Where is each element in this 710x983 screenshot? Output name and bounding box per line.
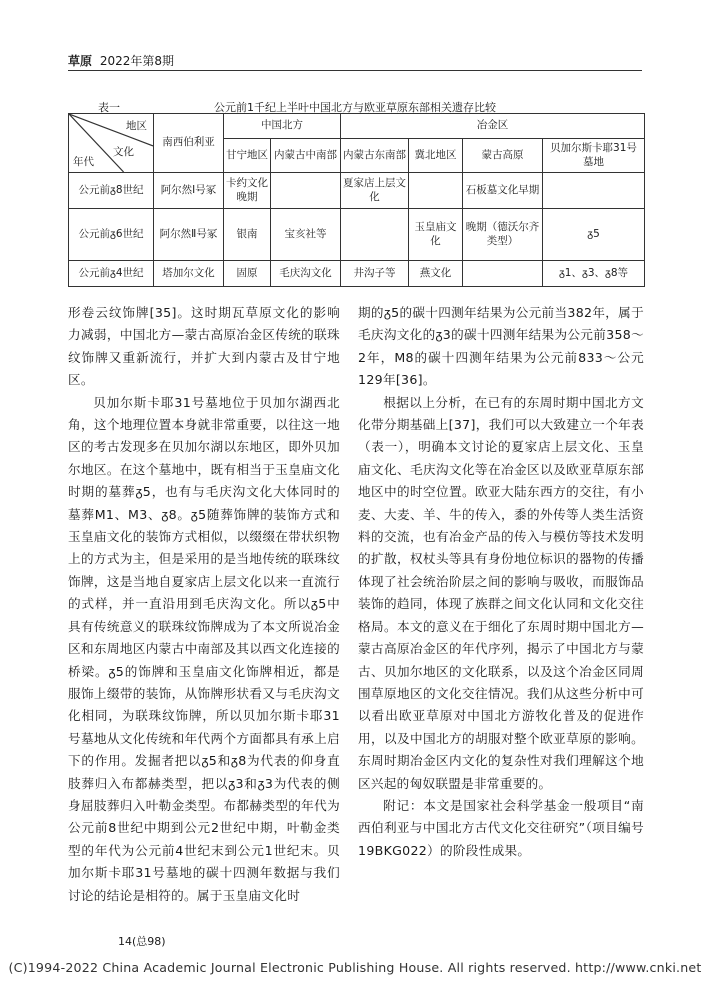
table-cell: 银南	[224, 209, 271, 261]
table-row	[69, 173, 645, 209]
row-era: 公元前ᵹ6世纪	[69, 209, 154, 261]
acknowledgement: 附记：本文是国家社会科学基金一般项目“南西伯利亚与中国北方古代文化交往研究”（项目编号19BKG022）的阶段性成果。	[358, 797, 644, 858]
table-cell: 夏家店上层文化	[341, 173, 409, 209]
table-corner-cell	[69, 114, 154, 173]
table-cell: 毛庆沟文化	[271, 261, 341, 287]
table-cell	[271, 173, 341, 209]
left-text-column	[68, 302, 340, 907]
sub-jibei: 冀北地区	[409, 139, 463, 173]
issue-label: 2022年第8期	[99, 54, 175, 68]
header-rule	[68, 70, 642, 71]
table-label: 表一	[98, 101, 120, 114]
table-cell: 阿尔然Ⅰ号冢	[154, 173, 224, 209]
table-row	[69, 209, 645, 261]
sub-inner-east: 内蒙古东南部	[341, 139, 409, 173]
paragraph: 根据以上分析，在已有的东周时期中国北方文化带分期基础上[37]，我们可以大致建立一个年表（表一），明确本文讨论的夏家店上层文化、玉皇庙文化、毛庆沟文化等在冶金区以及欧亚草原东部地区中的时空位置。欧亚大陆东西方的交往，有小麦、大麦、羊、牛的传入，黍的外传等人类生活资料的交流，也有冶金产品的传入与模仿等技术发明的扩散，权杖头等具有身份地位标识的器物的传播体现了社会统治阶层之间的影响与吸收，而服饰品装饰的趋同，体现了族群之间文化认同和文化交往格局。本文的意义在于细化了东周时期中国北方—蒙古高原冶金区的年代序列，揭示了中国北方与蒙古、贝加尔地区的文化联系，以及这个冶金区同周围草原地区的文化交往情况。我们从这些分析中可以看出欧亚草原对中国北方游牧化普及的促进作用，以及中国北方的胡服对整个欧亚草原的影响。东周时期冶金区内文化的复杂性对我们理解这个地区兴起的匈奴联盟是非常重要的。	[358, 394, 644, 791]
group-metallurgy: 冶金区	[341, 114, 645, 139]
table-cell: 玉皇庙文化	[409, 209, 463, 261]
table-row	[69, 261, 645, 287]
paragraph: 贝加尔斯卡耶31号墓地位于贝加尔湖西北角，这个地理位置本身就非常重要，以往这一地区的考古发现多在贝加尔湖以东地区，即外贝加尔地区。在这个墓地中，既有相当于玉皇庙文化时期的墓葬ᵹ5，也有与毛庆沟文化大体同时的墓葬M1、M3、ᵹ8。ᵹ5随葬饰牌的装饰方式和玉皇庙文化的装饰方式相似，以缀缀在带状织物上的方式为主，但是采用的是当地传统的联珠纹饰牌，这是当地自夏家店上层文化以来一直流行的式样，并一直沿用到毛庆沟文化。所以ᵹ5中具有传统意义的联珠纹饰牌成为了本文所说冶金区和东周地区内蒙古中南部及其以西文化连接的桥梁。ᵹ5的饰牌和玉皇庙文化饰牌相近，都是服饰上缀带的装饰，从饰牌形状看又与毛庆沟文化相同，为联珠纹饰牌，所以贝加尔斯卡耶31号墓地从文化传统和年代两个方面都具有承上启下的作用。发掘者把以ᵹ5和ᵹ8为代表的仰身直肢葬归入布都赫类型，把以ᵹ3和ᵹ3为代表的侧身屈肢葬归入叶勒金类型。布都赫类型的年代为公元前8世纪中期到公元2世纪中期，叶勒金类型的年代为公元前4世纪末到公元1世纪末。贝加尔斯卡耶31号墓地的碳十四测年数据与我们讨论的结论是相符的。属于玉皇庙文化时	[68, 394, 340, 903]
corner-region: 地区	[126, 120, 147, 132]
row-era: 公元前ᵹ4世纪	[69, 261, 154, 287]
right-text-column	[358, 302, 644, 862]
paragraph: 期的ᵹ5的碳十四测年结果为公元前当382年，属于毛庆沟文化的ᵹ3的碳十四测年结果为公元前358～2年，M8的碳十四测年结果为公元前833～公元129年[36]。	[358, 305, 644, 388]
table-cell	[409, 173, 463, 209]
table-cell	[543, 173, 645, 209]
copyright-line: (C)1994-2022 China Academic Journal Electronic Publishing House. All rights reserved. http://www.cnki.net	[8, 960, 702, 975]
table-cell: 井沟子等	[341, 261, 409, 287]
table-cell: 晚期（德沃尔齐类型）	[463, 209, 543, 261]
sub-mongol-plateau: 蒙古高原	[463, 139, 543, 173]
page-number: 14(总98)	[118, 935, 166, 948]
corner-era: 年代	[73, 155, 94, 168]
running-header	[68, 52, 174, 69]
row-era: 公元前ᵹ8世纪	[69, 173, 154, 209]
comparison-table	[68, 113, 645, 287]
table-cell	[341, 209, 409, 261]
journal-logo: 草原	[68, 54, 93, 68]
corner-culture: 文化	[113, 146, 134, 158]
table-title: 公元前1千纪上半叶中国北方与欧亚草原东部相关遗存比较	[214, 101, 496, 114]
paragraph: 形卷云纹饰牌[35]。这时期瓦草原文化的影响力减弱，中国北方—蒙古高原冶金区传统的联珠纹饰牌又重新流行，并扩大到内蒙古及甘宁地区。	[68, 305, 340, 388]
table-cell: ᵹ5	[543, 209, 645, 261]
table-cell: 石板墓文化早期	[463, 173, 543, 209]
sub-baikal: 贝加尔斯卡耶31号墓地	[543, 139, 645, 173]
sub-inner-mongolia: 内蒙古中南部	[271, 139, 341, 173]
table-cell: 燕文化	[409, 261, 463, 287]
table-cell: 阿尔然Ⅱ号冢	[154, 209, 224, 261]
table-cell: ᵹ1、ᵹ3、ᵹ8等	[543, 261, 645, 287]
sub-gansu: 甘宁地区	[224, 139, 271, 173]
table-cell: 宝亥社等	[271, 209, 341, 261]
table-cell: 固原	[224, 261, 271, 287]
group-north-china: 中国北方	[224, 114, 341, 139]
col-siberia: 南西伯利亚	[154, 114, 224, 173]
table-cell	[463, 261, 543, 287]
table-cell: 塔加尔文化	[154, 261, 224, 287]
table-cell: 卡约文化晚期	[224, 173, 271, 209]
